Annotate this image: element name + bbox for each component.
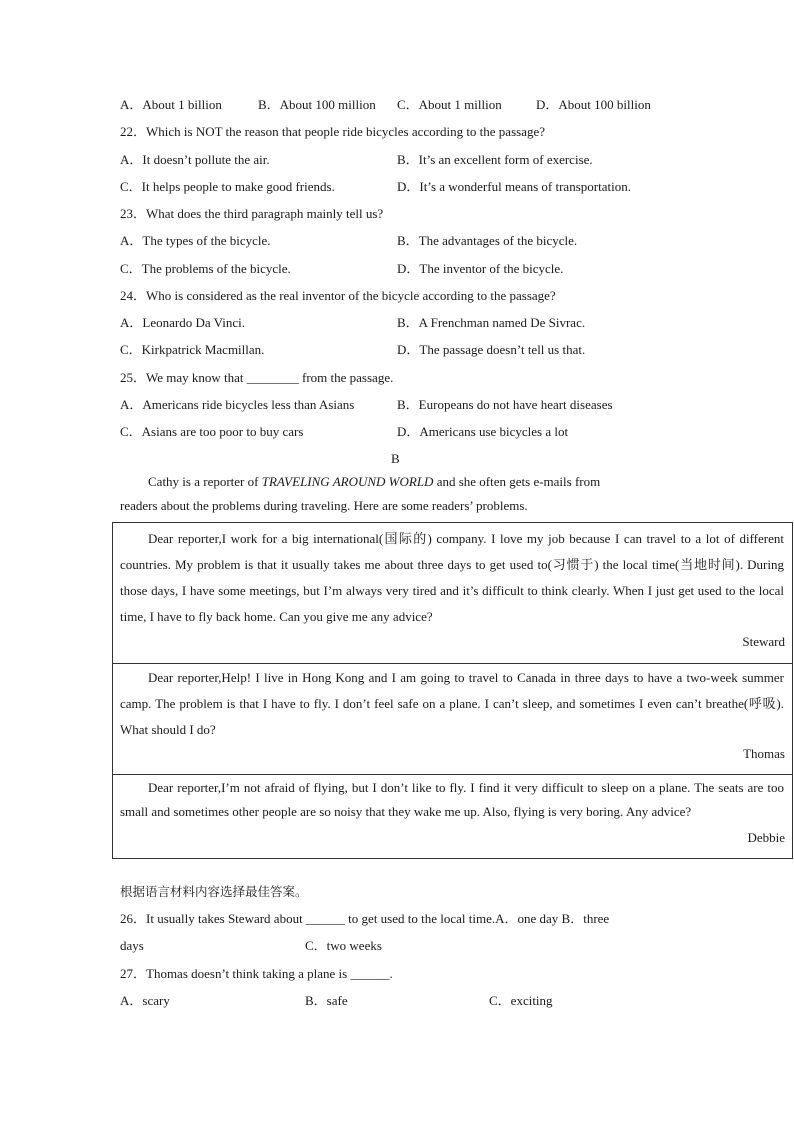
q25-stem: 25．We may know that ________ from the passage. [120,370,394,385]
section-b-intro-line1 [148,474,600,490]
letter-signature: Steward [742,634,785,649]
letter-signature: Thomas [743,746,785,761]
q24-option-b: B．A Frenchman named De Sivrac. [397,315,586,330]
q23-options-row2 [0,261,794,277]
letter-body: Dear reporter,I’m not afraid of flying, but I don’t like to fly. I find it very difficult to sleep on a plane. The seats are too small and sometimes other people are so noisy that they wake me up. Also, flying is very boring. Any advice? [120,780,784,819]
magazine-title: TRAVELING AROUND WORLD [261,474,434,489]
q24-option-d: D．The passage doesn’t tell us that. [397,342,586,357]
q21-option-d: D．About 100 billion [536,97,651,112]
q25-options-row2 [0,424,794,440]
q26-stem-continued: days [120,938,144,953]
letter-signature: Debbie [747,830,785,845]
q23-option-d: D．The inventor of the bicycle. [397,261,564,276]
q26-options-row [0,938,794,954]
intro-text-pre: Cathy is a reporter of [148,474,262,489]
intro-text-post: and she often gets e-mails from [433,474,601,489]
instruction-text: 根据语言材料内容选择最佳答案。 [120,884,308,899]
letter-steward [113,523,792,663]
q24-option-a: A．Leonardo Da Vinci. [120,315,245,330]
q27-option-a: A．scary [120,993,170,1008]
q22-option-a: A．It doesn’t pollute the air. [120,152,270,167]
q22-option-c: C．It helps people to make good friends. [120,179,335,194]
q27-stem: 27．Thomas doesn’t think taking a plane is ______. [120,966,393,981]
letter-debbie [113,774,792,859]
q23-options-row1 [0,233,794,249]
q24-stem: 24．Who is considered as the real inventor of the bicycle according to the passage? [120,288,556,303]
q24-option-c: C．Kirkpatrick Macmillan. [120,342,265,357]
q26-stem: 26．It usually takes Steward about ______ to get used to the local time.A．one day B．three [120,911,610,926]
letter-thomas [113,663,792,774]
q24-options-row1 [0,315,794,331]
q22-option-d: D．It’s a wonderful means of transportation. [397,179,631,194]
q25-option-c: C．Asians are too poor to buy cars [120,424,304,439]
q22-stem: 22．Which is NOT the reason that people ride bicycles according to the passage? [120,124,546,139]
q25-option-b: B．Europeans do not have heart diseases [397,397,613,412]
q21-option-b: B．About 100 million [258,97,376,112]
letter-body: Dear reporter,I work for a big international(国际的) company. I love my job because I can travel to a lot of different countries. My problem is that it usually takes me about three days to get used to(习惯于) the local time(当地时间). During those days, I have some meetings, but I’m always very tired and it’s difficult to think clearly. When I just get used to the local time, I have to fly back home. Can you give me any advice? [120,531,784,624]
q24-options-row2 [0,342,794,358]
q23-stem: 23．What does the third paragraph mainly tell us? [120,206,384,221]
q27-options-row [0,993,794,1009]
q21-option-c: C．About 1 million [397,97,502,112]
q22-options-row1 [0,152,794,168]
q23-option-a: A．The types of the bicycle. [120,233,271,248]
q27-option-b: B．safe [305,993,348,1008]
q21-option-a: A．About 1 billion [120,97,222,112]
q23-option-b: B．The advantages of the bicycle. [397,233,578,248]
q22-option-b: B．It’s an excellent form of exercise. [397,152,593,167]
q23-option-c: C．The problems of the bicycle. [120,261,291,276]
letter-body: Dear reporter,Help! I live in Hong Kong and I am going to travel to Canada in three days to have a two-week summer camp. The problem is that I have to fly. I don’t feel safe on a plane. I can’t sleep, and sometimes I even can’t breathe(呼吸). What should I do? [120,670,784,737]
letters-table [112,522,793,859]
q25-option-d: D．Americans use bicycles a lot [397,424,569,439]
section-b-label: B [391,451,400,466]
q25-option-a: A．Americans ride bicycles less than Asians [120,397,355,412]
section-b-intro-line2: readers about the problems during traveling. Here are some readers’ problems. [120,498,528,513]
q22-options-row2 [0,179,794,195]
q26-option-c: C．two weeks [305,938,382,953]
q27-option-c: C．exciting [489,993,553,1008]
q25-options-row1 [0,397,794,413]
q21-options [0,97,794,113]
